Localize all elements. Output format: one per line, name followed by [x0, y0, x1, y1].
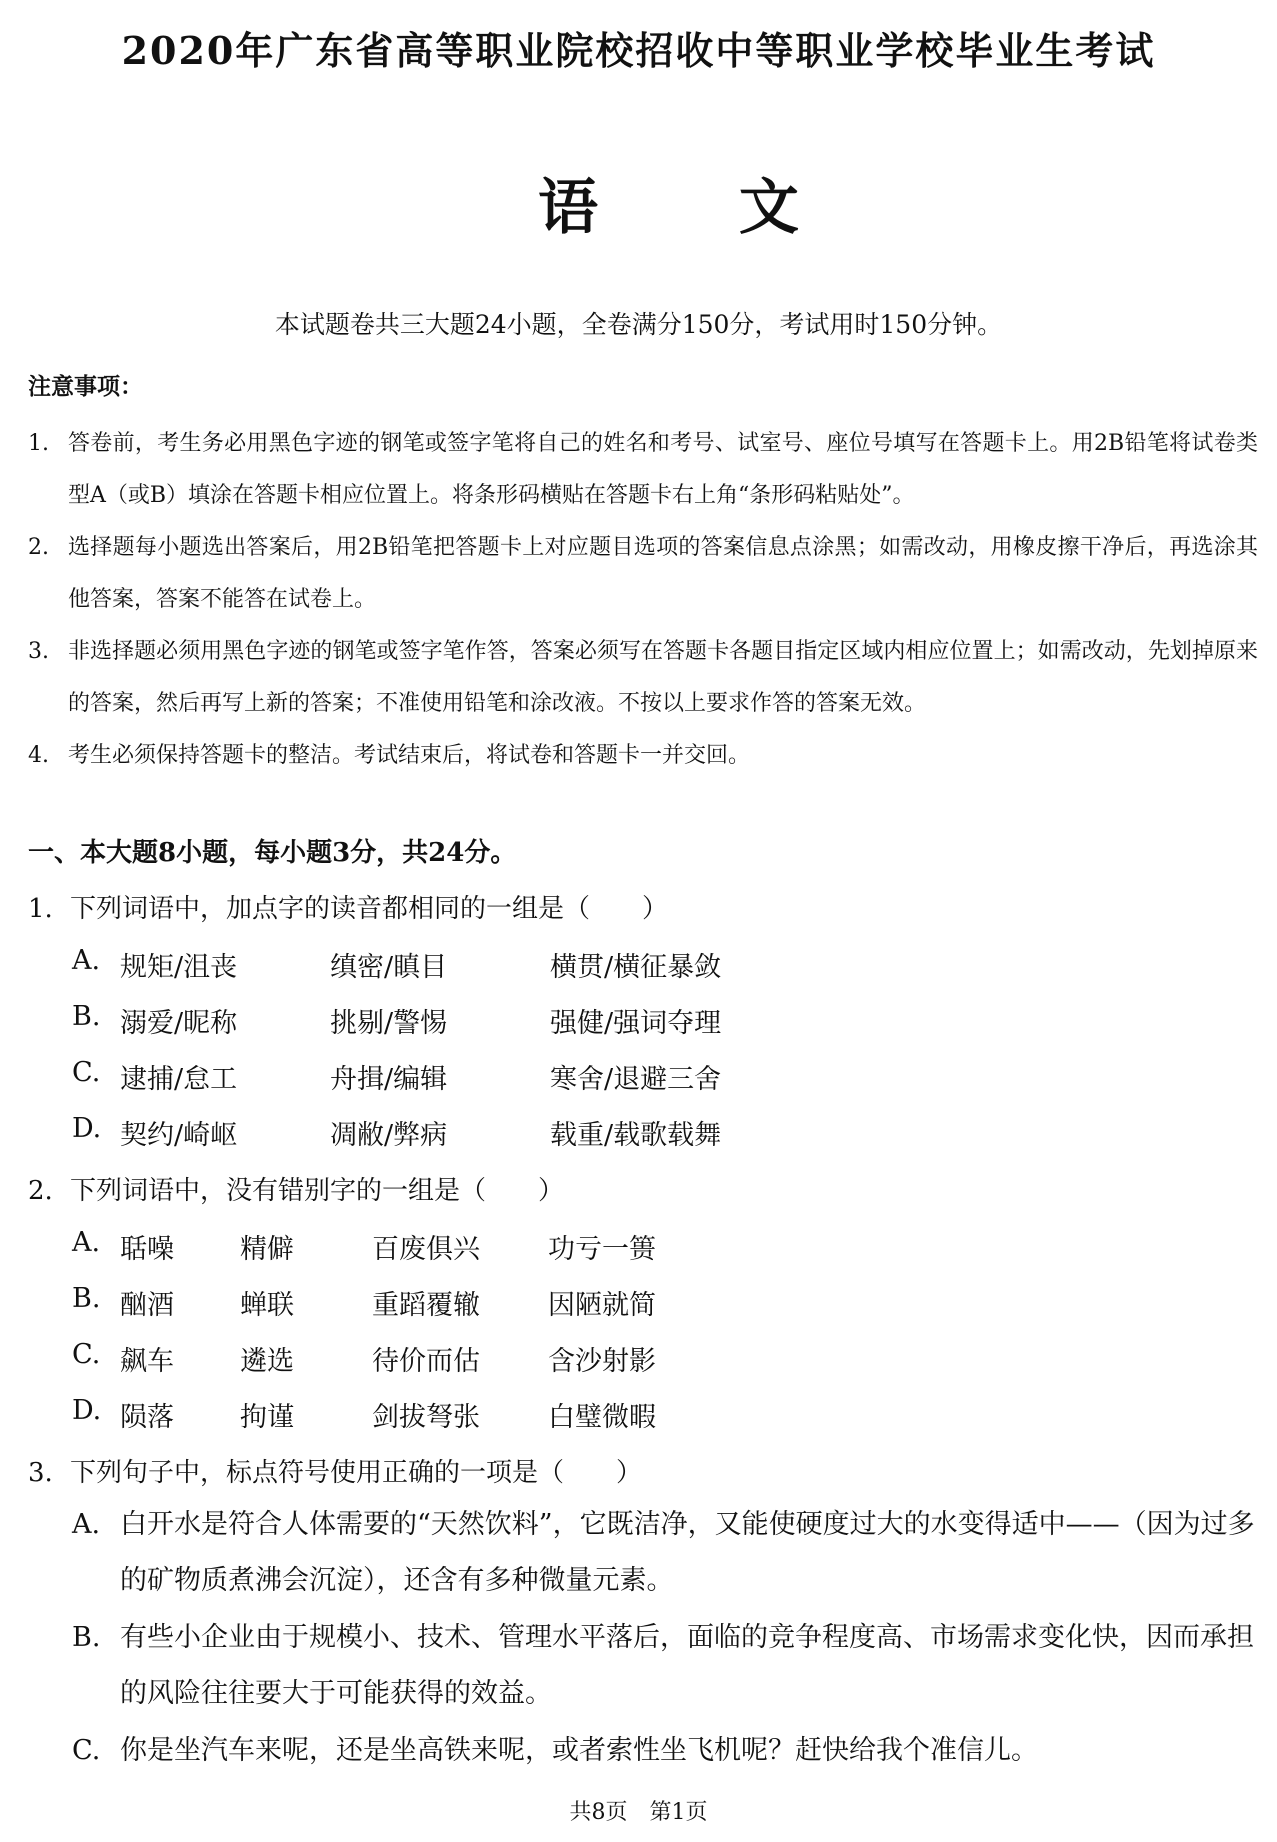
question-3	[28, 1452, 642, 1489]
notice-list	[28, 418, 1258, 782]
option-letter: D.	[72, 1113, 102, 1144]
question-number: 2.	[28, 1176, 53, 1206]
question-3-option-a	[72, 1497, 1262, 1609]
option-cell: 待价而估	[372, 1346, 480, 1377]
option-letter: A.	[72, 945, 101, 976]
question-stem: 下列词语中，加点字的读音都相同的一组是（ ）	[70, 894, 669, 924]
question-number: 1.	[28, 894, 53, 924]
option-cell: 载重/载歌载舞	[550, 1120, 722, 1151]
exam-title: 2020年广东省高等职业院校招收中等职业学校毕业生考试	[121, 28, 1156, 73]
option-cell: 飙车	[120, 1346, 174, 1377]
notice-text: 答卷前，考生务必用黑色字迹的钢笔或签字笔将自己的姓名和考号、试室号、座位号填写在答题卡上。用2B铅笔将试卷类型A（或B）填涂在答题卡相应位置上。将条形码横贴在答题卡右上角“条形码粘贴处”。	[68, 431, 1258, 508]
subject-title: 语 文	[538, 173, 859, 243]
question-1	[28, 888, 668, 925]
option-cell: 挑剔/警惕	[330, 1008, 448, 1039]
option-letter: B.	[72, 1283, 101, 1314]
notice-item	[28, 418, 1258, 522]
section-heading: 一、本大题8小题，每小题3分，共24分。	[28, 838, 517, 868]
notice-heading: 注意事项：	[28, 374, 143, 400]
option-cell: 凋敝/弊病	[330, 1120, 448, 1151]
question-stem: 下列词语中，没有错别字的一组是（ ）	[70, 1176, 565, 1206]
option-cell: 精僻	[240, 1234, 294, 1265]
option-cell: 缜密/瞋目	[330, 952, 448, 983]
notice-item	[28, 522, 1258, 626]
notice-item	[28, 730, 1258, 782]
option-letter: A.	[72, 1227, 101, 1258]
page-footer: 共8页 第1页	[569, 1800, 708, 1825]
option-cell: 因陋就简	[548, 1290, 656, 1321]
option-cell: 契约/崎岖	[120, 1120, 238, 1151]
option-cell: 陨落	[120, 1402, 174, 1433]
notice-text: 选择题每小题选出答案后，用2B铅笔把答题卡上对应题目选项的答案信息点涂黑；如需改动，用橡皮擦干净后，再选涂其他答案，答案不能答在试卷上。	[68, 535, 1258, 612]
option-cell: 溺爱/昵称	[120, 1008, 238, 1039]
notice-number: 2.	[28, 535, 49, 560]
question-2	[28, 1170, 564, 1207]
option-letter: A.	[72, 1509, 101, 1540]
notice-number: 4.	[28, 743, 49, 768]
option-cell: 舟揖/编辑	[330, 1064, 448, 1095]
question-3-option-c	[72, 1723, 1262, 1779]
exam-summary: 本试题卷共三大题24小题，全卷满分150分，考试用时150分钟。	[274, 310, 1003, 339]
option-cell: 逮捕/怠工	[120, 1064, 238, 1095]
question-stem: 下列句子中，标点符号使用正确的一项是（ ）	[70, 1458, 643, 1488]
option-cell: 寒舍/退避三舍	[550, 1064, 722, 1095]
option-cell: 蝉联	[240, 1290, 294, 1321]
option-cell: 百废俱兴	[372, 1234, 480, 1265]
notice-item	[28, 626, 1258, 730]
option-letter: C.	[72, 1057, 101, 1088]
option-cell: 强健/强词夺理	[550, 1008, 722, 1039]
option-text: 白开水是符合人体需要的“天然饮料”，它既洁净，又能使硬度过大的水变得适中——（因为过多的矿物质煮沸会沉淀），还含有多种微量元素。	[120, 1509, 1255, 1596]
question-3-option-b	[72, 1610, 1262, 1722]
option-letter: B.	[72, 1001, 101, 1032]
option-letter: B.	[72, 1622, 101, 1653]
notice-text: 非选择题必须用黑色字迹的钢笔或签字笔作答，答案必须写在答题卡各题目指定区域内相应位置上；如需改动，先划掉原来的答案，然后再写上新的答案；不准使用铅笔和涂改液。不按以上要求作答的答案无效。	[68, 639, 1258, 716]
option-cell: 聒噪	[120, 1234, 174, 1265]
option-text: 有些小企业由于规模小、技术、管理水平落后，面临的竞争程度高、市场需求变化快，因而承担的风险往往要大于可能获得的效益。	[120, 1622, 1254, 1709]
option-cell: 白璧微暇	[548, 1402, 656, 1433]
notice-text: 考生必须保持答题卡的整洁。考试结束后，将试卷和答题卡一并交回。	[68, 743, 751, 768]
notice-number: 1.	[28, 431, 49, 456]
option-cell: 含沙射影	[548, 1346, 656, 1377]
option-text: 你是坐汽车来呢，还是坐高铁来呢，或者索性坐飞机呢？赶快给我个准信儿。	[120, 1735, 1038, 1766]
option-cell: 横贯/横征暴敛	[550, 952, 722, 983]
option-cell: 重蹈覆辙	[372, 1290, 480, 1321]
question-number: 3.	[28, 1458, 53, 1488]
option-cell: 遴选	[240, 1346, 294, 1377]
option-letter: C.	[72, 1339, 101, 1370]
option-letter: D.	[72, 1395, 102, 1426]
option-cell: 功亏一篑	[548, 1234, 656, 1265]
option-cell: 规矩/沮丧	[120, 952, 238, 983]
option-letter: C.	[72, 1735, 101, 1766]
notice-number: 3.	[28, 639, 49, 664]
option-cell: 拘谨	[240, 1402, 294, 1433]
option-cell: 酗酒	[120, 1290, 174, 1321]
option-cell: 剑拔弩张	[372, 1402, 480, 1433]
